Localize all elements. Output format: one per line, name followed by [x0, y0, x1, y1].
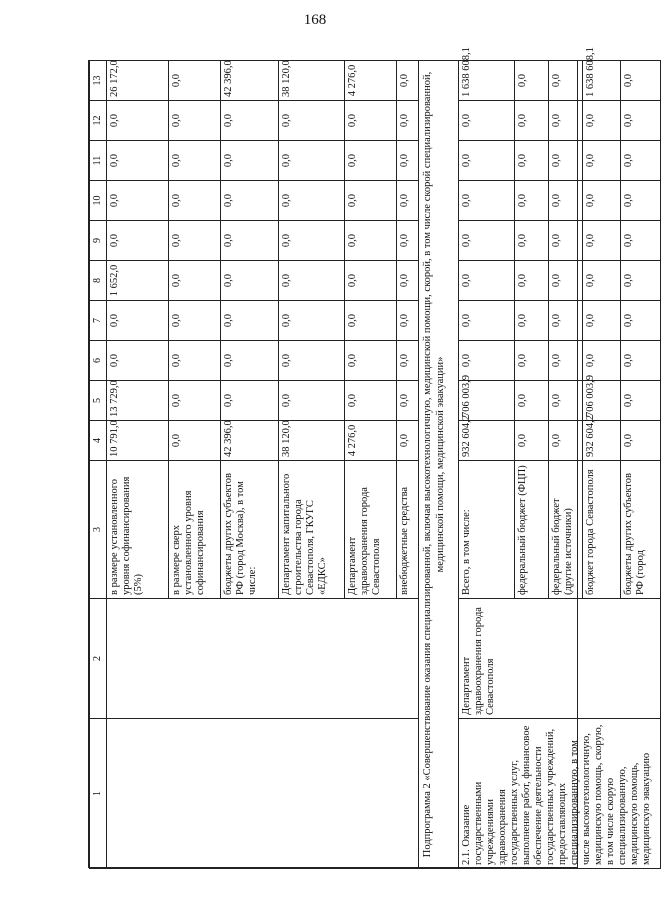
value-cell: 1 638 608,1	[459, 61, 515, 101]
value-cell: 0,0	[621, 61, 661, 101]
table-rotation-wrapper	[89, 47, 652, 869]
value-cell: 0,0	[397, 221, 419, 261]
value-cell: 0,0	[583, 181, 621, 221]
value-cell: 38 120,0	[279, 421, 345, 461]
value-cell: 0,0	[459, 301, 515, 341]
column-number-header: 3	[90, 461, 107, 599]
value-cell: 0,0	[107, 101, 169, 141]
subprogram-title: Подпрограмма 2 «Совершенствование оказания специализированной, включая высокотехнологичную, медицинской помощи, скорой, в том числе скорой специализированной, медицинской помощи, медицинской эвакуации»	[419, 61, 459, 869]
value-cell: 13 729,0	[107, 381, 169, 421]
value-cell: 0,0	[221, 221, 279, 261]
value-cell: 0,0	[279, 261, 345, 301]
value-cell: 0,0	[515, 301, 549, 341]
column-number-header: 2	[90, 599, 107, 719]
funding-source-cell: федеральный бюджет (ФЦП)	[515, 461, 549, 599]
value-cell: 0,0	[583, 101, 621, 141]
value-cell: 0,0	[397, 301, 419, 341]
value-cell: 4 276,0	[345, 61, 397, 101]
page-number: 168	[303, 12, 327, 28]
value-cell: 0,0	[459, 221, 515, 261]
value-cell: 0,0	[549, 61, 583, 101]
value-cell: 0,0	[515, 101, 549, 141]
column-number-header: 12	[90, 101, 107, 141]
column-number-header: 11	[90, 141, 107, 181]
value-cell: 0,0	[549, 101, 583, 141]
value-cell: 0,0	[515, 341, 549, 381]
value-cell: 0,0	[459, 341, 515, 381]
value-cell: 932 604,2	[459, 421, 515, 461]
value-cell: 0,0	[549, 381, 583, 421]
table-row	[107, 61, 169, 869]
value-cell: 0,0	[459, 181, 515, 221]
value-cell: 0,0	[279, 341, 345, 381]
measure-cell	[107, 719, 419, 869]
value-cell: 42 396,0	[221, 421, 279, 461]
value-cell: 0,0	[397, 61, 419, 101]
value-cell: 0,0	[169, 341, 221, 381]
value-cell: 0,0	[345, 341, 397, 381]
value-cell: 0,0	[549, 221, 583, 261]
value-cell: 0,0	[279, 181, 345, 221]
value-cell: 0,0	[459, 101, 515, 141]
value-cell: 0,0	[279, 141, 345, 181]
value-cell: 1 638 608,1	[583, 61, 621, 101]
value-cell: 0,0	[221, 101, 279, 141]
value-cell: 0,0	[515, 61, 549, 101]
value-cell: 0,0	[515, 141, 549, 181]
value-cell: 0,0	[549, 421, 583, 461]
value-cell: 0,0	[345, 221, 397, 261]
value-cell: 0,0	[107, 221, 169, 261]
value-cell: 0,0	[515, 381, 549, 421]
subprogram-row	[419, 61, 459, 869]
value-cell: 0,0	[221, 381, 279, 421]
value-cell: 0,0	[221, 341, 279, 381]
column-number-header: 8	[90, 261, 107, 301]
value-cell: 0,0	[621, 221, 661, 261]
funding-source-cell: Всего, в том числе:	[459, 461, 515, 599]
value-cell: 0,0	[169, 61, 221, 101]
value-cell: 0,0	[515, 261, 549, 301]
executor-name: Департамент здравоохранения города Севастополя	[459, 599, 661, 719]
table-row	[459, 61, 515, 869]
value-cell: 0,0	[107, 341, 169, 381]
value-cell: 0,0	[397, 181, 419, 221]
rotated-table-sheet	[88, 47, 652, 868]
value-cell: 0,0	[459, 261, 515, 301]
column-number-header: 4	[90, 421, 107, 461]
column-number-header: 7	[90, 301, 107, 341]
value-cell: 0,0	[621, 301, 661, 341]
value-cell: 0,0	[345, 181, 397, 221]
column-number-header: 6	[90, 341, 107, 381]
value-cell: 0,0	[345, 261, 397, 301]
budget-table	[89, 47, 661, 869]
column-number-header: 1	[90, 719, 107, 869]
value-cell: 0,0	[279, 221, 345, 261]
value-cell: 0,0	[345, 301, 397, 341]
value-cell: 0,0	[621, 261, 661, 301]
value-cell: 0,0	[621, 181, 661, 221]
value-cell: 0,0	[221, 141, 279, 181]
value-cell: 0,0	[169, 421, 221, 461]
value-cell: 0,0	[169, 301, 221, 341]
value-cell: 0,0	[279, 381, 345, 421]
value-cell: 0,0	[583, 141, 621, 181]
value-cell: 0,0	[621, 141, 661, 181]
funding-source-cell: в размере сверх установленного уровня софинансирования	[169, 461, 221, 599]
value-cell: 0,0	[621, 421, 661, 461]
value-cell: 0,0	[169, 181, 221, 221]
value-cell: 0,0	[621, 341, 661, 381]
value-cell: 42 396,0	[221, 61, 279, 101]
funding-source-cell: бюджеты других субъектов РФ (город	[621, 461, 661, 599]
value-cell: 0,0	[515, 421, 549, 461]
value-cell: 706 003,9	[583, 381, 621, 421]
column-number-header: 10	[90, 181, 107, 221]
value-cell: 0,0	[107, 181, 169, 221]
value-cell: 0,0	[169, 261, 221, 301]
value-cell: 0,0	[459, 141, 515, 181]
funding-source-cell: бюджет города Севастополя	[583, 461, 621, 599]
value-cell: 0,0	[515, 181, 549, 221]
funding-source-cell: Департамент здравоохранения города Севастополя	[345, 461, 397, 599]
value-cell: 0,0	[345, 101, 397, 141]
value-cell: 0,0	[549, 301, 583, 341]
funding-source-cell: в размере установленного уровня софинансирования (5%)	[107, 461, 169, 599]
value-cell: 0,0	[549, 261, 583, 301]
value-cell: 4 276,0	[345, 421, 397, 461]
funding-source-cell: внебюджетные средства	[397, 461, 419, 599]
value-cell: 0,0	[221, 261, 279, 301]
value-cell: 0,0	[169, 141, 221, 181]
value-cell: 0,0	[279, 101, 345, 141]
value-cell: 0,0	[221, 301, 279, 341]
value-cell: 10 791,0	[107, 421, 169, 461]
value-cell: 706 003,9	[459, 381, 515, 421]
value-cell: 0,0	[397, 261, 419, 301]
executor-cell	[107, 599, 419, 719]
column-number-header: 9	[90, 221, 107, 261]
value-cell: 0,0	[107, 141, 169, 181]
value-cell: 26 172,0	[107, 61, 169, 101]
header-row	[90, 61, 107, 869]
value-cell: 0,0	[397, 141, 419, 181]
value-cell: 0,0	[397, 341, 419, 381]
value-cell: 0,0	[169, 101, 221, 141]
value-cell: 0,0	[621, 101, 661, 141]
value-cell: 932 604,2	[583, 421, 621, 461]
column-number-header: 5	[90, 381, 107, 421]
value-cell: 0,0	[583, 341, 621, 381]
value-cell: 0,0	[279, 301, 345, 341]
value-cell: 0,0	[515, 221, 549, 261]
funding-source-cell: бюджеты других субъектов РФ (город Москва), в том числе:	[221, 461, 279, 599]
value-cell: 0,0	[397, 421, 419, 461]
value-cell: 0,0	[549, 341, 583, 381]
measure-description: 2.1. Оказание государственными учреждениями здравоохранения государственных услуг, выполнение работ, финансовое обеспечение деятельности государственных учреждений, предоставляющих специализированную, в том числе высокотехнологичную, медицинскую помощь, скорую, в том числе скорую специализированную, медицинскую помощь, медицинскую эвакуацию	[459, 719, 661, 869]
value-cell: 0,0	[107, 301, 169, 341]
value-cell: 0,0	[169, 381, 221, 421]
value-cell: 0,0	[621, 381, 661, 421]
value-cell: 0,0	[583, 301, 621, 341]
value-cell: 0,0	[397, 381, 419, 421]
value-cell: 0,0	[397, 101, 419, 141]
value-cell: 0,0	[549, 141, 583, 181]
value-cell: 0,0	[345, 141, 397, 181]
value-cell: 38 120,0	[279, 61, 345, 101]
column-number-header: 13	[90, 61, 107, 101]
funding-source-cell: Департамент капитального строительства города Севастополя, ГКУГС «ЕДКС»	[279, 461, 345, 599]
value-cell: 0,0	[345, 381, 397, 421]
value-cell: 0,0	[549, 181, 583, 221]
funding-source-cell: федеральный бюджет (другие источники)	[549, 461, 583, 599]
value-cell: 0,0	[169, 221, 221, 261]
value-cell: 1 652,0	[107, 261, 169, 301]
value-cell: 0,0	[583, 221, 621, 261]
value-cell: 0,0	[221, 181, 279, 221]
value-cell: 0,0	[583, 261, 621, 301]
